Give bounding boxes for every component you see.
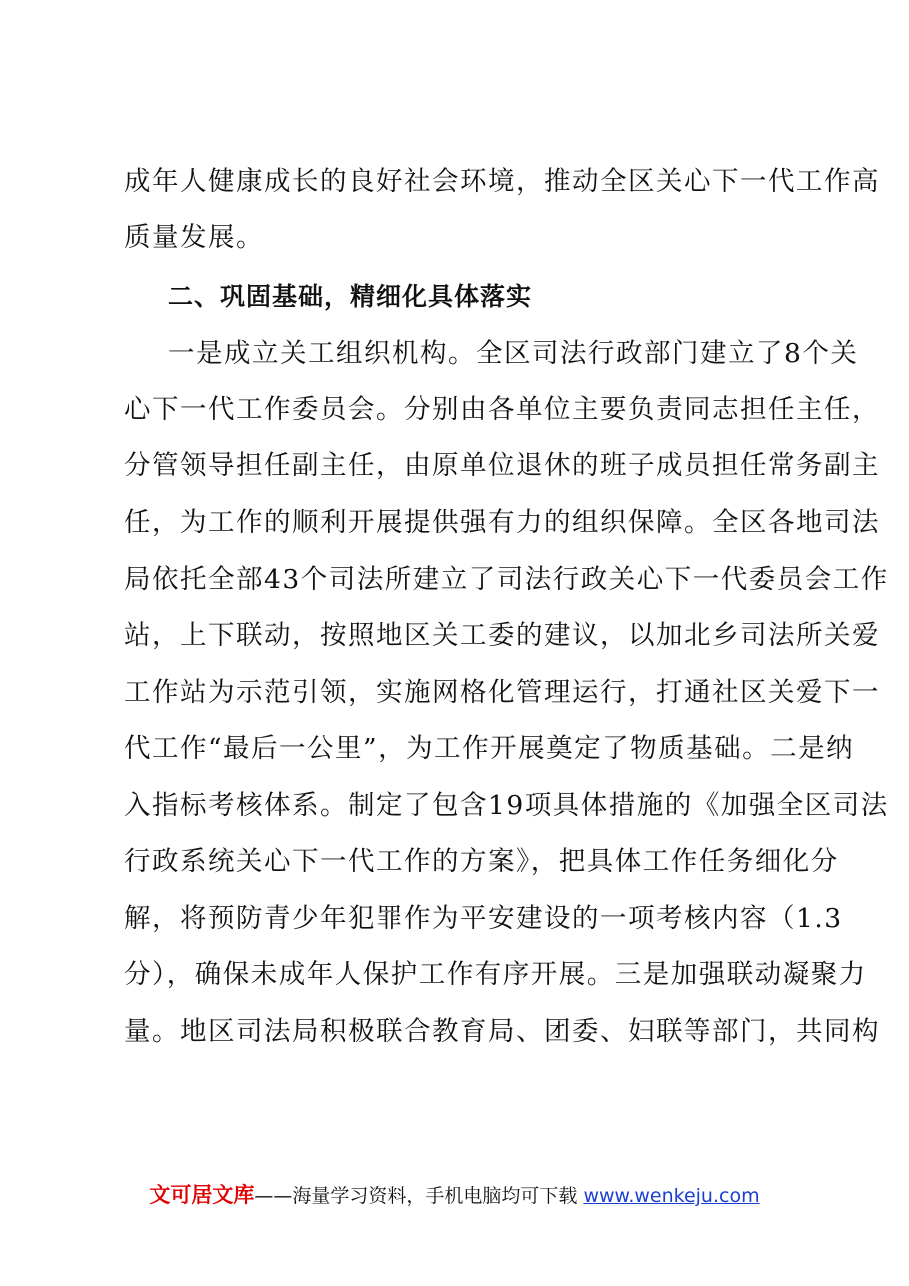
body-text-line: 任，为工作的顺利开展提供强有力的组织保障。全区各地司法 [124, 507, 880, 538]
body-text-line: 解，将预防青少年犯罪作为平安建设的一项考核内容（1.3 [124, 903, 843, 934]
body-text-line: 入指标考核体系。制定了包含19项具体措施的《加强全区司法 [124, 790, 889, 821]
body-text-line: 代工作“最后一公里”，为工作开展奠定了物质基础。二是纳 [124, 733, 855, 764]
body-text-line: 站，上下联动，按照地区关工委的建议，以加北乡司法所关爱 [124, 620, 880, 651]
body-text-line: 行政系统关心下一代工作的方案》，把具体工作任务细化分 [124, 846, 839, 877]
body-text-line: 分），确保未成年人保护工作有序开展。三是加强联动凝聚力 [124, 959, 867, 990]
body-text-line: 工作站为示范引领，实施网格化管理运行，打通社区关爱下一 [124, 677, 880, 708]
body-text-line: 一是成立关工组织机构。全区司法行政部门建立了8个关 [168, 338, 859, 369]
website-link[interactable]: www.wenkeju.com [583, 1185, 760, 1207]
brand-name: 文可居文库 [149, 1183, 255, 1207]
footer-tagline: ——海量学习资料，手机电脑均可下载 [254, 1185, 578, 1207]
body-text-line: 分管领导担任副主任，由原单位退休的班子成员担任常务副主 [124, 450, 880, 481]
section-heading: 二、巩固基础，精细化具体落实 [168, 282, 533, 311]
body-text-line: 质量发展。 [124, 222, 264, 253]
body-text-line: 成年人健康成长的良好社会环境，推动全区关心下一代工作高 [124, 166, 880, 197]
footer-banner [0, 1180, 909, 1211]
body-text-line: 局依托全部43个司法所建立了司法行政关心下一代委员会工作 [124, 564, 889, 595]
body-text-line: 量。地区司法局积极联合教育局、团委、妇联等部门，共同构 [124, 1016, 880, 1047]
body-text-line: 心下一代工作委员会。分别由各单位主要负责同志担任主任， [124, 394, 880, 425]
